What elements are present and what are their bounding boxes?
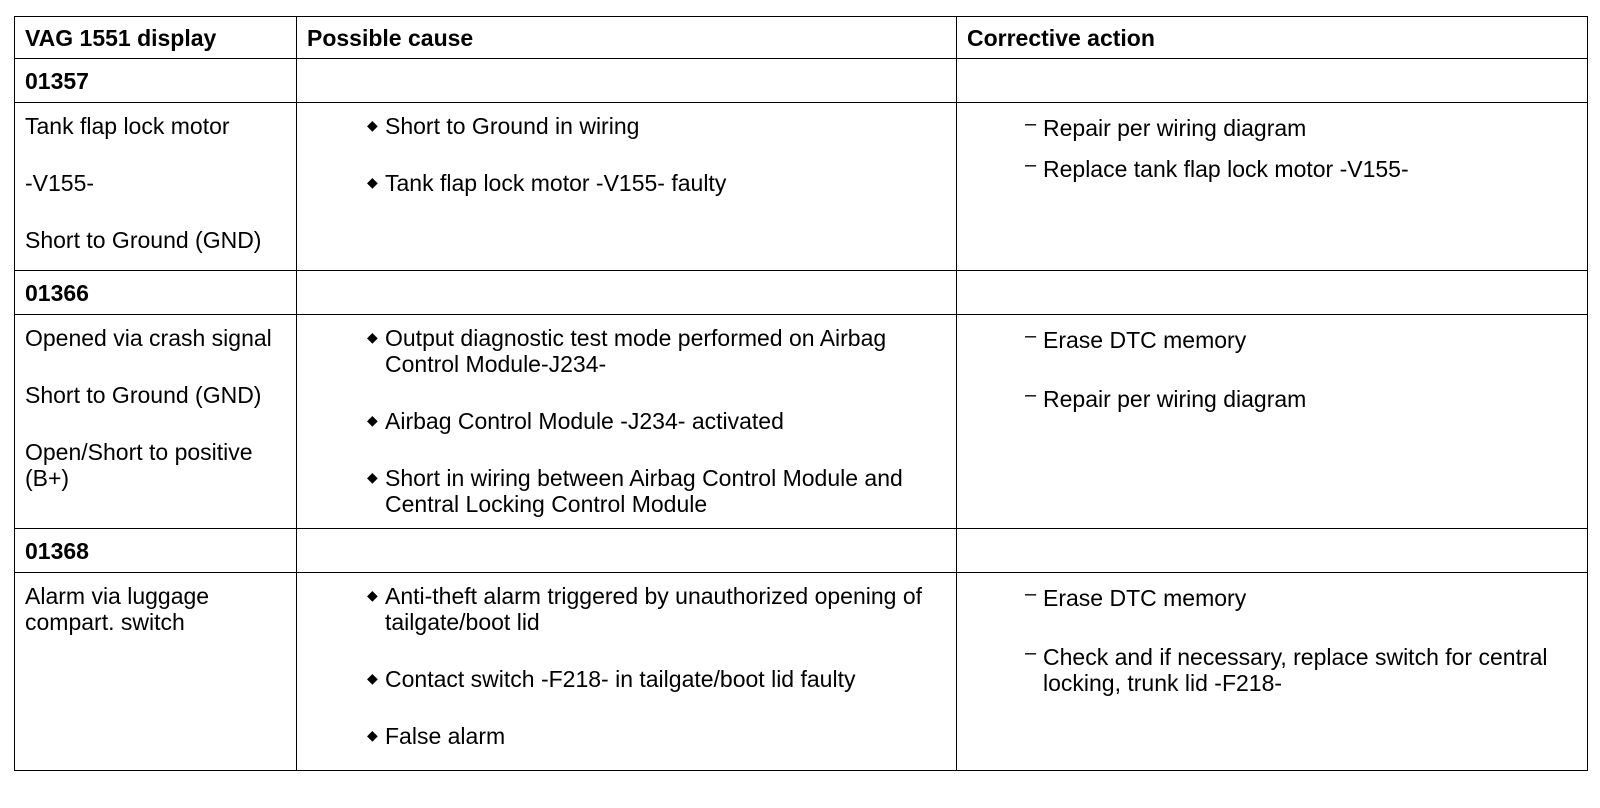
empty-cell: [957, 59, 1588, 103]
diamond-bullet-icon: ◆: [367, 469, 378, 485]
code-row: [15, 271, 1588, 315]
dash-bullet-icon: –: [1025, 113, 1037, 135]
cause-text: Short to Ground in wiring: [385, 113, 640, 139]
display-text: Opened via crash signal: [25, 325, 272, 351]
cause-item: [367, 408, 946, 434]
action-item: [1025, 585, 1577, 611]
fault-code: 01368: [15, 529, 297, 573]
action-item: [1025, 386, 1577, 412]
cause-text: Anti-theft alarm triggered by unauthorized opening of tailgate/boot lid: [385, 583, 922, 635]
header-corrective-action: Corrective action: [957, 17, 1588, 59]
cause-item: [367, 325, 946, 377]
display-cell: [15, 573, 297, 771]
display-cell: [15, 103, 297, 271]
action-cell: [957, 103, 1588, 271]
table-row: [15, 315, 1588, 529]
action-item: [1025, 115, 1577, 141]
dash-bullet-icon: –: [1025, 384, 1037, 406]
cause-text: Airbag Control Module -J234- activated: [385, 408, 784, 434]
diamond-bullet-icon: ◆: [367, 174, 378, 190]
cause-item: [367, 465, 946, 517]
table-row: [15, 103, 1588, 271]
display-text: Tank flap lock motor: [25, 113, 230, 139]
diamond-bullet-icon: ◆: [367, 587, 378, 603]
dash-bullet-icon: –: [1025, 642, 1037, 664]
action-text: Check and if necessary, replace switch for central locking, trunk lid -F218-: [1043, 644, 1548, 696]
cause-cell: [297, 103, 957, 271]
action-item: [1025, 327, 1577, 353]
table-row: [15, 573, 1588, 771]
action-text: Repair per wiring diagram: [1043, 386, 1307, 412]
action-text: Erase DTC memory: [1043, 327, 1247, 353]
cause-text: Short in wiring between Airbag Control Module and Central Locking Control Module: [385, 465, 903, 517]
display-text: -V155-: [25, 170, 95, 196]
display-text: Open/Short to positive (B+): [25, 439, 253, 491]
empty-cell: [957, 529, 1588, 573]
diamond-bullet-icon: ◆: [367, 329, 378, 345]
fault-code: 01366: [15, 271, 297, 315]
action-item: [1025, 644, 1577, 696]
display-text: Short to Ground (GND): [25, 227, 262, 253]
diamond-bullet-icon: ◆: [367, 670, 378, 686]
dash-bullet-icon: –: [1025, 583, 1037, 605]
code-row: [15, 529, 1588, 573]
header-vag-display: VAG 1551 display: [15, 17, 297, 59]
action-text: Erase DTC memory: [1043, 585, 1247, 611]
empty-cell: [957, 271, 1588, 315]
cause-item: [367, 723, 946, 749]
empty-cell: [297, 529, 957, 573]
empty-cell: [297, 271, 957, 315]
cause-text: False alarm: [385, 723, 506, 749]
diamond-bullet-icon: ◆: [367, 727, 378, 743]
empty-cell: [297, 59, 957, 103]
action-item: [1025, 156, 1577, 182]
display-text: Short to Ground (GND): [25, 382, 262, 408]
action-cell: [957, 315, 1588, 529]
fault-code: 01357: [15, 59, 297, 103]
cause-text: Output diagnostic test mode performed on Airbag Control Module-J234-: [385, 325, 887, 377]
cause-item: [367, 170, 946, 196]
action-text: Replace tank flap lock motor -V155-: [1043, 156, 1409, 182]
dtc-table: [14, 16, 1588, 771]
cause-item: [367, 666, 946, 692]
cause-cell: [297, 315, 957, 529]
display-text: Alarm via luggage compart. switch: [25, 583, 210, 635]
header-possible-cause: Possible cause: [297, 17, 957, 59]
cause-text: Tank flap lock motor -V155- faulty: [385, 170, 727, 196]
code-row: [15, 59, 1588, 103]
table-header-row: [15, 17, 1588, 59]
display-cell: [15, 315, 297, 529]
cause-cell: [297, 573, 957, 771]
cause-text: Contact switch -F218- in tailgate/boot lid faulty: [385, 666, 856, 692]
action-text: Repair per wiring diagram: [1043, 115, 1307, 141]
diamond-bullet-icon: ◆: [367, 412, 378, 428]
action-cell: [957, 573, 1588, 771]
cause-item: [367, 583, 946, 635]
cause-item: [367, 113, 946, 139]
dash-bullet-icon: –: [1025, 325, 1037, 347]
diamond-bullet-icon: ◆: [367, 117, 378, 133]
dash-bullet-icon: –: [1025, 154, 1037, 176]
